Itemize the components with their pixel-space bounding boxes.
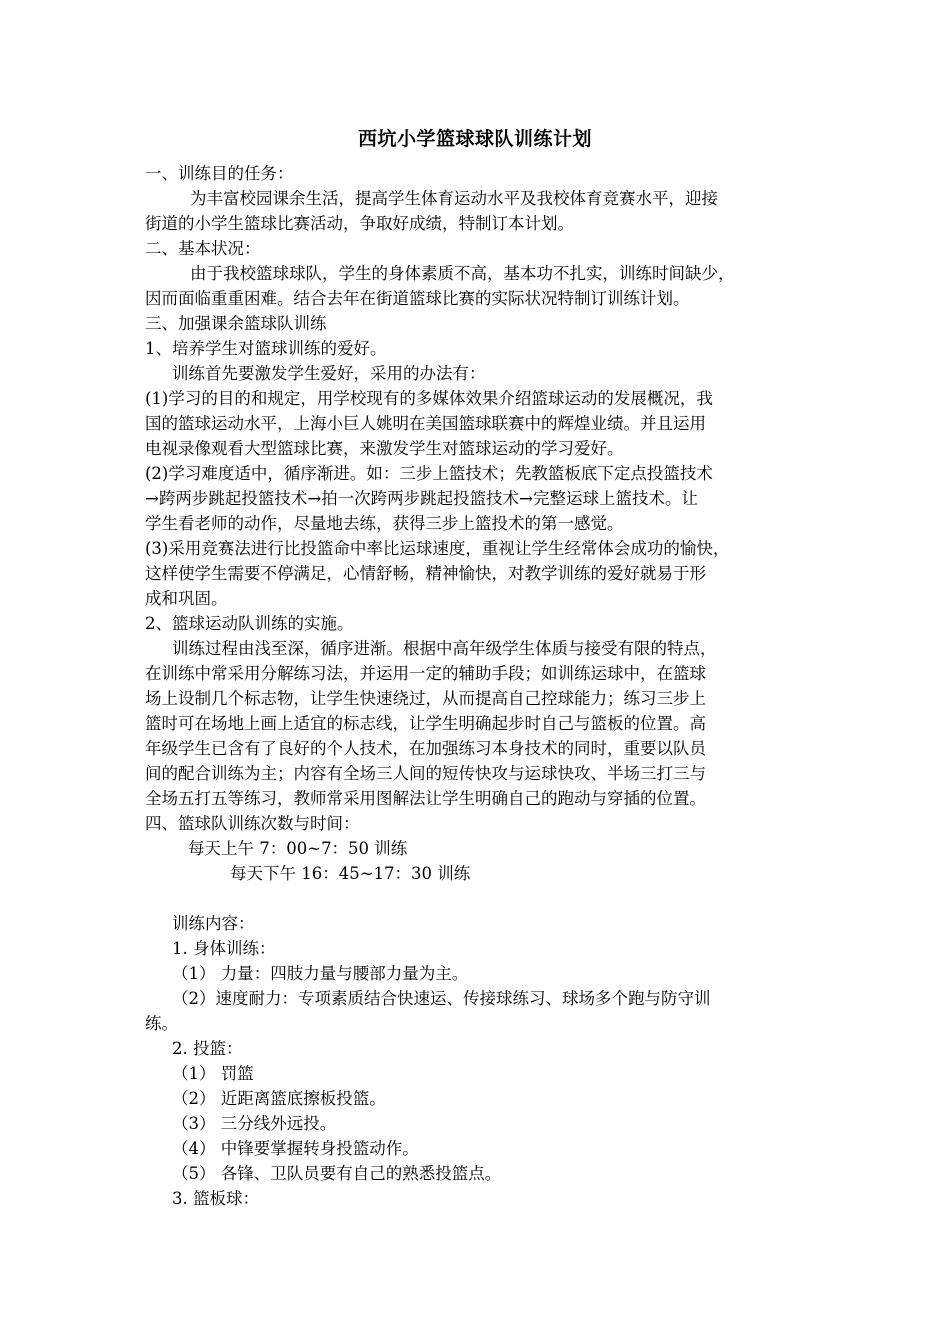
text-line: 训练首先要激发学生爱好，采用的办法有：: [172, 364, 486, 383]
text-line: （2） 近距离篮底擦板投篮。: [172, 1089, 386, 1108]
text-line: 学生看老师的动作，尽量地去练，获得三步上篮投术的第一感觉。: [145, 514, 624, 533]
text-line: (2)学习难度适中，循序渐进。如：三步上篮技术；先教篮板底下定点投篮技术: [145, 464, 713, 483]
text-line: 1. 身体训练：: [172, 939, 276, 958]
text-line: 3. 篮板球：: [172, 1189, 259, 1208]
text-line: 四、篮球队训练次数与时间：: [145, 814, 360, 833]
text-line: 为丰富校园课余生活，提高学生体育运动水平及我校体育竞赛水平，迎接: [190, 189, 718, 208]
text-line: 篮时可在场地上画上适宜的标志线，让学生明确起步时自己与篮板的位置。高: [145, 714, 706, 733]
text-line: 每天下午 16：45~17：30 训练: [230, 864, 471, 883]
text-line: 训练内容：: [172, 914, 255, 933]
text-line: →跨两步跳起投篮技术→拍一次跨两步跳起投篮技术→完整运球上篮技术。让: [145, 489, 698, 508]
text-line: 三、加强课余篮球队训练: [145, 314, 327, 333]
text-line: 成和巩固。: [145, 589, 228, 608]
text-line: 一、训练目的任务：: [145, 164, 294, 183]
text-line: (3)采用竞赛法进行比投篮命中率比运球速度，重视让学生经常体会成功的愉快，: [145, 539, 730, 558]
text-line: （4） 中锋要掌握转身投篮动作。: [172, 1139, 419, 1158]
text-line: 因而面临重重困难。结合去年在街道篮球比赛的实际状况特制订训练计划。: [145, 289, 690, 308]
text-line: 每天上午 7：00~7：50 训练: [188, 839, 408, 858]
text-line: 由于我校篮球球队，学生的身体素质不高，基本功不扎实，训练时间缺少，: [190, 264, 735, 283]
text-line: （1） 力量：四肢力量与腰部力量为主。: [172, 964, 469, 983]
text-line: 这样使学生需要不停满足，心情舒畅，精神愉快，对教学训练的爱好就易于形: [145, 564, 706, 583]
text-line: 在训练中常采用分解练习法，并运用一定的辅助手段；如训练运球中，在篮球: [145, 664, 706, 683]
text-line: 全场五打五等练习，教师常采用图解法让学生明确自己的跑动与穿插的位置。: [145, 789, 706, 808]
text-line: （5） 各锋、卫队员要有自己的熟悉投篮点。: [172, 1164, 502, 1183]
text-line: 训练过程由浅至深，循序进渐。根据中高年级学生体质与接受有限的特点，: [172, 639, 717, 658]
text-line: 街道的小学生篮球比赛活动，争取好成绩，特制订本计划。: [145, 214, 574, 233]
text-line: 2、篮球运动队训练的实施。: [145, 614, 354, 633]
text-line: 场上设制几个标志物，让学生快速绕过，从而提高自己控球能力；练习三步上: [145, 689, 706, 708]
text-line: 二、基本状况：: [145, 239, 261, 258]
text-line: （2）速度耐力：专项素质结合快速运、传接球练习、球场多个跑与防守训: [172, 989, 711, 1008]
text-line: 年级学生已含有了良好的个人技术，在加强练习本身技术的同时，重要以队员: [145, 739, 706, 758]
text-line: 1、培养学生对篮球训练的爱好。: [145, 339, 387, 358]
text-line: （1） 罚篮: [172, 1064, 254, 1083]
text-line: （3） 三分线外远投。: [172, 1114, 337, 1133]
text-line: 国的篮球运动水平，上海小巨人姚明在美国篮球联赛中的辉煌业绩。并且运用: [145, 414, 706, 433]
text-line: 电视录像观看大型篮球比赛，来激发学生对篮球运动的学习爱好。: [145, 439, 624, 458]
text-line: 2. 投篮：: [172, 1039, 243, 1058]
document-title: 西坑小学篮球球队训练计划: [357, 128, 592, 150]
text-line: 练。: [145, 1014, 178, 1033]
text-line: (1)学习的目的和规定，用学校现有的多媒体效果介绍篮球运动的发展概况，我: [145, 389, 713, 408]
text-line: 间的配合训练为主；内容有全场三人间的短传快攻与运球快攻、半场三打三与: [145, 764, 706, 783]
